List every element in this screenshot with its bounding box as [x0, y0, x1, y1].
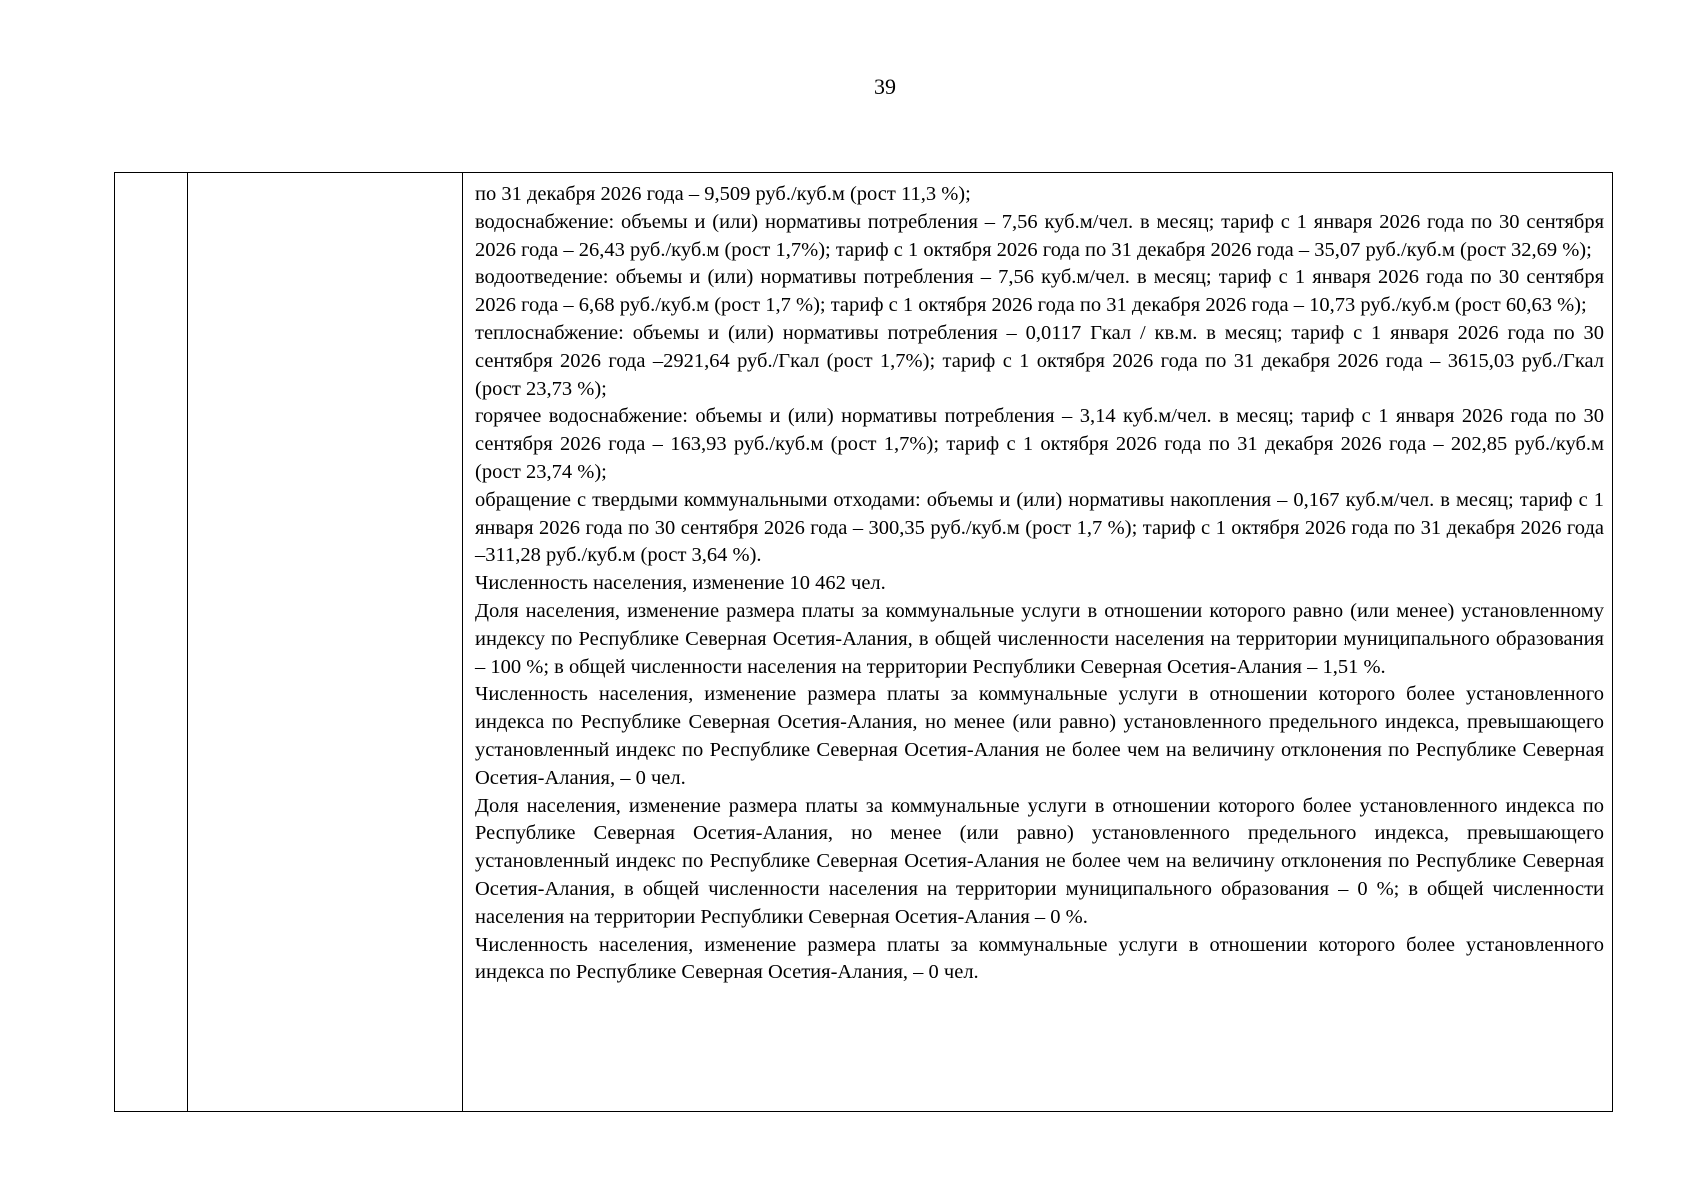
table-cell-name [188, 173, 463, 1112]
paragraph-population-count-exceeding: Численность населения, изменение размера платы за коммунальные услуги в отношении которого более установленного индекса по Республике Северная Осетия-Алания, – 0 чел. [475, 933, 1604, 984]
paragraph-sewerage-tariff-end: по 31 декабря 2026 года – 9,509 руб./куб.м (рост 11,3 %); [475, 183, 971, 205]
paragraph-heat-supply: теплоснабжение: объемы и (или) нормативы потребления – 0,0117 Гкал / кв.м. в месяц; тариф с 1 января 2026 года по 30 сентября 2026 года –2921,64 руб./Гкал (рост 1,7%); тариф с 1 октября 2026 года по 31 декабря 2026 года – 3615,03 руб./Гкал (рост 23,73 %); [475, 321, 1604, 400]
table-cell-description [463, 173, 1613, 1112]
paragraph-population-share-above-index: Доля населения, изменение размера платы за коммунальные услуги в отношении которого более установленного индекса по Республике Северная Осетия-Алания, но менее (или равно) установленного предельного индекса, превышающего установленный индекс по Республике Северная Осетия-Алания не более чем на величину отклонения по Республике Северная Осетия-Алания, в общей численности населения на территории муниципального образования – 0 %; в общей численности населения на территории Республики Северная Осетия-Алания – 0 %. [475, 794, 1604, 928]
paragraph-hot-water-supply: горячее водоснабжение: объемы и (или) нормативы потребления – 3,14 куб.м/чел. в месяц; тариф с 1 января 2026 года по 30 сентября 2026 года – 163,93 руб./куб.м (рост 1,7%); тариф с 1 октября 2026 года по 31 декабря 2026 года – 202,85 руб./куб.м (рост 23,74 %); [475, 405, 1604, 483]
paragraph-population-count: Численность населения, изменение 10 462 чел. [475, 572, 886, 595]
page-number: 39 [874, 74, 896, 99]
content-table [114, 172, 1613, 1112]
paragraph-solid-waste: обращение с твердыми коммунальными отходами: объемы и (или) нормативы накопления – 0,167 куб.м/чел. в месяц; тариф с 1 января 2026 года по 30 сентября 2026 года – 300,35 руб./куб.м (рост 1,7 %); тариф с 1 октября 2026 года по 31 декабря 2026 года –311,28 руб./куб.м (рост 3,64 %). [475, 488, 1604, 567]
paragraph-population-count-above-index: Численность населения, изменение размера платы за коммунальные услуги в отношении которого более установленного индекса по Республике Северная Осетия-Алания, но менее (или равно) установленного предельного индекса, превышающего установленный индекс по Республике Северная Осетия-Алания не более чем на величину отклонения по Республике Северная Осетия-Алания, – 0 чел. [475, 683, 1604, 789]
paragraph-population-share-within-index: Доля населения, изменение размера платы за коммунальные услуги в отношении которого равно (или менее) установленному индексу по Республике Северная Осетия-Алания, в общей численности населения на территории муниципального образования – 100 %; в общей численности населения на территории Республики Северная Осетия-Алания – 1,51 %. [475, 599, 1604, 678]
table-cell-index [115, 173, 188, 1112]
paragraph-water-supply: водоснабжение: объемы и (или) нормативы потребления – 7,56 куб.м/чел. в месяц; тариф с 1 января 2026 года по 30 сентября 2026 года – 26,43 руб./куб.м (рост 1,7%); тариф с 1 октября 2026 года по 31 декабря 2026 года – 35,07 руб./куб.м (рост 32,69 %); [475, 210, 1604, 261]
paragraph-water-disposal: водоотведение: объемы и (или) нормативы потребления – 7,56 куб.м/чел. в месяц; тариф с 1 января 2026 года по 30 сентября 2026 года – 6,68 руб./куб.м (рост 1,7 %); тариф с 1 октября 2026 года по 31 декабря 2026 года – 10,73 руб./куб.м (рост 60,63 %); [475, 266, 1604, 317]
table-row [115, 173, 1613, 1112]
